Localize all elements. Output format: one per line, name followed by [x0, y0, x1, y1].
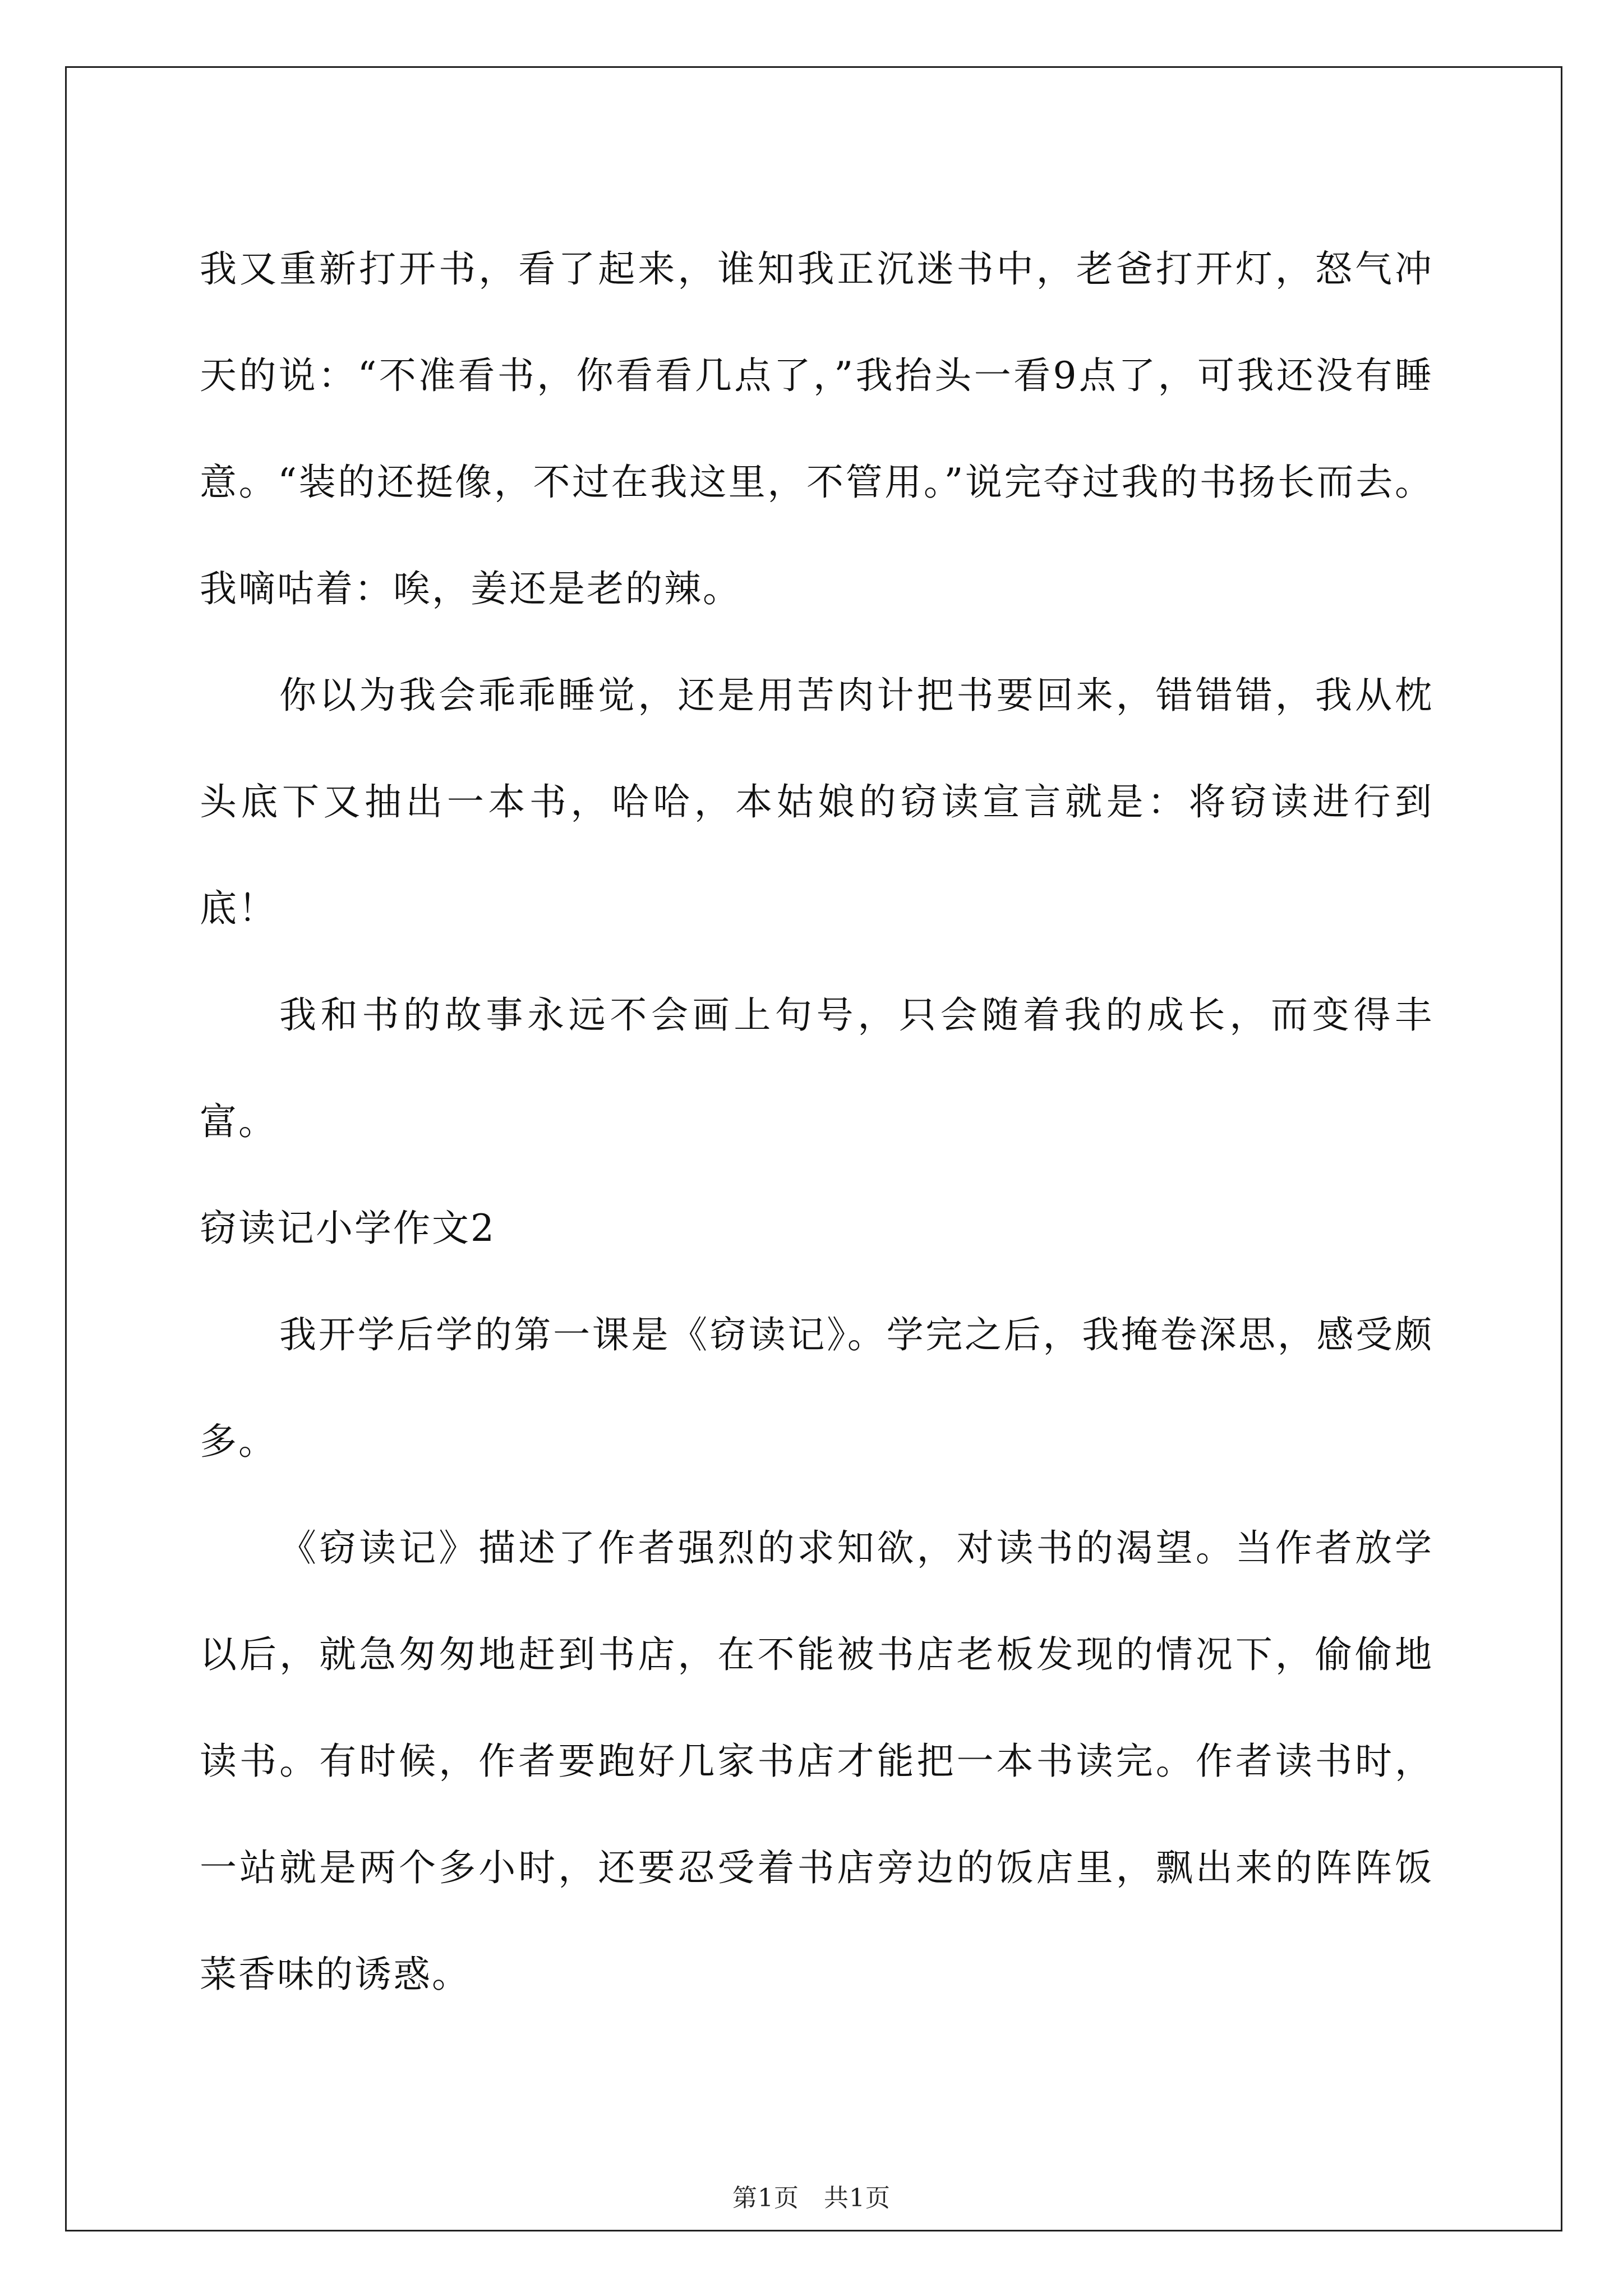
- paragraph-5: 《窃读记》描述了作者强烈的求知欲，对读书的渴望。当作者放学以后，就急匆匆地赶到书店，在不能被书店老板发现的情况下，偷偷地读书。有时候，作者要跑好几家书店才能把一本书读完。作者读书时，一站就是两个多小时，还要忍受着书店旁边的饭店里，飘出来的阵阵饭菜香味的诱惑。: [200, 1526, 1433, 1996]
- page-footer: [0, 2178, 1623, 2214]
- paragraph-1: 我又重新打开书，看了起来，谁知我正沉迷书中，老爸打开灯，怒气冲天的说：“不准看书，你看看几点了，”我抬头一看9点了，可我还没有睡意。“装的还挺像，不过在我这里，不管用。”说完夺过我的书扬长而去。我嘀咕着：唉，姜还是老的辣。: [200, 247, 1433, 610]
- section-title: 窃读记小学作文2: [200, 1207, 496, 1250]
- page-total: 共1页: [824, 2184, 891, 2212]
- page-number: 第1页: [732, 2184, 799, 2212]
- paragraph-2: 你以为我会乖乖睡觉，还是用苦肉计把书要回来，错错错，我从枕头底下又抽出一本书，哈哈，本姑娘的窃读宣言就是：将窃读进行到底！: [200, 674, 1433, 930]
- document-body: [200, 216, 1433, 2028]
- paragraph-4: 我开学后学的第一课是《窃读记》。学完之后，我掩卷深思，感受颇多。: [200, 1313, 1433, 1463]
- paragraph-3: 我和书的故事永远不会画上句号，只会随着我的成长，而变得丰富。: [200, 993, 1433, 1143]
